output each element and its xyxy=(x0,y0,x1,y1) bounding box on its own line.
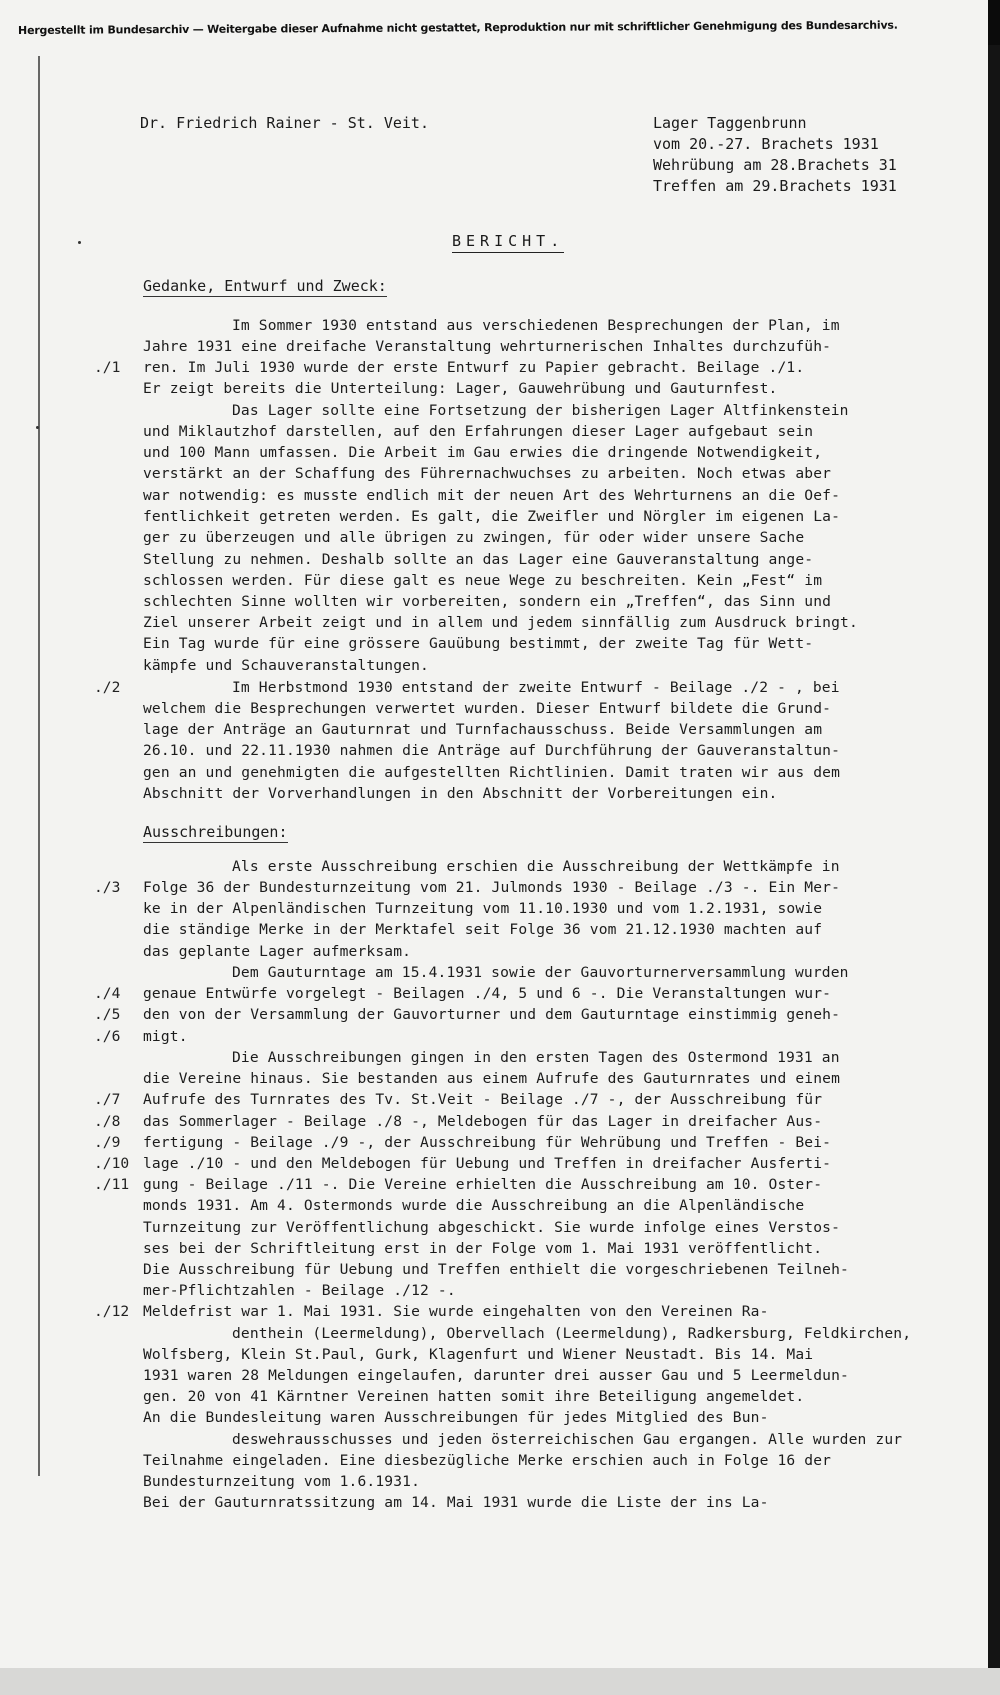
scan-speck xyxy=(36,426,39,429)
scan-edge xyxy=(988,45,1000,1695)
margin-reference: ./3 xyxy=(94,879,121,896)
text-line: welchem die Besprechungen verwertet wurden. Dieser Entwurf bildete die Grund- xyxy=(143,700,832,717)
section-heading-2: Ausschreibungen: xyxy=(143,823,288,841)
text-line: deswehrausschusses und jeden österreichischen Gau ergangen. Alle wurden zur xyxy=(232,1431,903,1448)
text-line: Die Ausschreibungen gingen in den ersten Tagen des Ostermond 1931 an xyxy=(232,1049,840,1066)
text-line: Stellung zu nehmen. Deshalb sollte an das Lager eine Gauveranstaltung ange- xyxy=(143,551,814,568)
text-line: ke in der Alpenländischen Turnzeitung vom 11.10.1930 und vom 1.2.1931, sowie xyxy=(143,900,823,917)
text-line: die ständige Merke in der Merktafel seit Folge 36 vom 21.12.1930 machten auf xyxy=(143,921,823,938)
text-line: denthein (Leermeldung), Obervellach (Leermeldung), Radkersburg, Feldkirchen, xyxy=(232,1325,912,1342)
text-line: die Vereine hinaus. Sie bestanden aus einem Aufrufe des Gauturnrates und einem xyxy=(143,1070,841,1087)
text-line: Ziel unserer Arbeit zeigt und in allem und jedem sinnfällig zum Ausdruck bringt. xyxy=(143,614,858,631)
report-title: BERICHT. xyxy=(452,232,564,253)
text-line: Das Lager sollte eine Fortsetzung der bisherigen Lager Altfinkenstein xyxy=(232,402,849,419)
margin-reference: ./12 xyxy=(94,1303,130,1320)
text-line: Abschnitt der Vorverhandlungen in den Abschnitt der Vorbereitungen ein. xyxy=(143,785,778,802)
text-line: Wolfsberg, Klein St.Paul, Gurk, Klagenfurt und Wiener Neustadt. Bis 14. Mai xyxy=(143,1346,814,1363)
text-line: monds 1931. Am 4. Ostermonds wurde die Ausschreibung an die Alpenländische xyxy=(143,1197,805,1214)
text-line: Folge 36 der Bundesturnzeitung vom 21. Julmonds 1930 - Beilage ./3 -. Ein Mer- xyxy=(143,879,841,896)
text-line: Er zeigt bereits die Unterteilung: Lager, Gauwehrübung und Gauturnfest. xyxy=(143,380,778,397)
text-line: ger zu überzeugen und alle übrigen zu zwingen, für oder wider unsere Sache xyxy=(143,529,805,546)
margin-reference: ./7 xyxy=(94,1091,121,1108)
margin-reference: ./10 xyxy=(94,1155,130,1172)
text-line: 26.10. und 22.11.1930 nahmen die Anträge auf Durchführung der Gauveranstaltun- xyxy=(143,742,841,759)
event-info-line: Treffen am 29.Brachets 1931 xyxy=(653,177,897,195)
margin-rule xyxy=(38,56,40,1476)
text-line: Im Sommer 1930 entstand aus verschiedenen Besprechungen der Plan, im xyxy=(232,317,840,334)
event-info xyxy=(653,113,897,197)
text-line: Aufrufe des Turnrates des Tv. St.Veit - Beilage ./7 -, der Ausschreibung für xyxy=(143,1091,823,1108)
text-line: und 100 Mann umfassen. Die Arbeit im Gau erwies die dringende Notwendigkeit, xyxy=(143,444,823,461)
archive-notice: Hergestellt im Bundesarchiv — Weitergabe dieser Aufnahme nicht gestattet, Reproduktion nur mit schriftlicher Genehmigung des Bundesarchivs. xyxy=(18,18,898,37)
text-line: das Sommerlager - Beilage ./8 -, Meldebogen für das Lager in dreifacher Aus- xyxy=(143,1113,823,1130)
text-line: ren. Im Juli 1930 wurde der erste Entwurf zu Papier gebracht. Beilage ./1. xyxy=(143,359,805,376)
text-line: Jahre 1931 eine dreifache Veranstaltung wehrturnerischen Inhaltes durchzufüh- xyxy=(143,338,832,355)
text-line: war notwendig: es musste endlich mit der neuen Art des Wehrturnens an die Oef- xyxy=(143,487,841,504)
text-line: An die Bundesleitung waren Ausschreibungen für jedes Mitglied des Bun- xyxy=(143,1409,769,1426)
text-line: das geplante Lager aufmerksam. xyxy=(143,943,412,960)
text-line: genaue Entwürfe vorgelegt - Beilagen ./4, 5 und 6 -. Die Veranstaltungen wur- xyxy=(143,985,832,1002)
text-line: lage der Anträge an Gauturnrat und Turnfachausschuss. Beide Versammlungen am xyxy=(143,721,823,738)
text-line: migt. xyxy=(143,1028,188,1045)
text-line: Als erste Ausschreibung erschien die Ausschreibung der Wettkämpfe in xyxy=(232,858,840,875)
text-line: verstärkt an der Schaffung des Führernachwuchses zu arbeiten. Noch etwas aber xyxy=(143,465,832,482)
text-line: und Miklautzhof darstellen, auf den Erfahrungen dieser Lager aufgebaut sein xyxy=(143,423,814,440)
scan-bottom-band xyxy=(0,1668,1000,1695)
margin-reference: ./4 xyxy=(94,985,121,1002)
margin-reference: ./8 xyxy=(94,1113,121,1130)
text-line: Die Ausschreibung für Uebung und Treffen enthielt die vorgeschriebenen Teilneh- xyxy=(143,1261,849,1278)
text-line: den von der Versammlung der Gauvorturner und dem Gauturntage einstimmig geneh- xyxy=(143,1006,841,1023)
margin-reference: ./6 xyxy=(94,1028,121,1045)
text-line: fertigung - Beilage ./9 -, der Ausschreibung für Wehrübung und Treffen - Bei- xyxy=(143,1134,832,1151)
margin-reference: ./2 xyxy=(94,679,121,696)
event-info-line: Lager Taggenbrunn xyxy=(653,114,807,132)
text-line: schlechten Sinne wollten wir vorbereiten, sondern ein „Treffen“, das Sinn und xyxy=(143,593,832,610)
margin-reference: ./9 xyxy=(94,1134,121,1151)
text-line: Bundesturnzeitung vom 1.6.1931. xyxy=(143,1473,421,1490)
text-line: Bei der Gauturnratssitzung am 14. Mai 1931 wurde die Liste der ins La- xyxy=(143,1494,769,1511)
text-line: fentlichkeit getreten werden. Es galt, die Zweifler und Nörgler im eigenen La- xyxy=(143,508,841,525)
margin-reference: ./11 xyxy=(94,1176,130,1193)
text-line: Im Herbstmond 1930 entstand der zweite Entwurf - Beilage ./2 - , bei xyxy=(232,679,840,696)
text-line: schlossen werden. Für diese galt es neue Wege zu beschreiten. Kein „Fest“ im xyxy=(143,572,823,589)
text-line: Ein Tag wurde für eine grössere Gauübung bestimmt, der zweite Tag für Wett- xyxy=(143,635,814,652)
text-line: kämpfe und Schauveranstaltungen. xyxy=(143,657,429,674)
event-info-line: Wehrübung am 28.Brachets 31 xyxy=(653,156,897,174)
text-line: ses bei der Schriftleitung erst in der Folge vom 1. Mai 1931 veröffentlicht. xyxy=(143,1240,823,1257)
text-line: Dem Gauturntage am 15.4.1931 sowie der Gauvorturnerversammlung wurden xyxy=(232,964,849,981)
text-line: mer-Pflichtzahlen - Beilage ./12 -. xyxy=(143,1282,456,1299)
section-heading-1: Gedanke, Entwurf und Zweck: xyxy=(143,277,387,295)
text-line: Meldefrist war 1. Mai 1931. Sie wurde eingehalten von den Vereinen Ra- xyxy=(143,1303,769,1320)
text-line: gen an und genehmigten die aufgestellten Richtlinien. Damit traten wir aus dem xyxy=(143,764,841,781)
author-line: Dr. Friedrich Rainer - St. Veit. xyxy=(140,114,429,132)
text-line: Teilnahme eingeladen. Eine diesbezügliche Merke erschien auch in Folge 16 der xyxy=(143,1452,832,1469)
margin-reference: ./1 xyxy=(94,359,121,376)
event-info-line: vom 20.-27. Brachets 1931 xyxy=(653,135,879,153)
text-line: 1931 waren 28 Meldungen eingelaufen, darunter drei ausser Gau und 5 Leermeldun- xyxy=(143,1367,849,1384)
text-line: Turnzeitung zur Veröffentlichung abgeschickt. Sie wurde infolge eines Verstos- xyxy=(143,1219,841,1236)
text-line: lage ./10 - und den Meldebogen für Uebung und Treffen in dreifacher Ausferti- xyxy=(143,1155,832,1172)
scan-speck xyxy=(78,241,81,244)
margin-reference: ./5 xyxy=(94,1006,121,1023)
text-line: gen. 20 von 41 Kärntner Vereinen hatten somit ihre Beteiligung angemeldet. xyxy=(143,1388,805,1405)
text-line: gung - Beilage ./11 -. Die Vereine erhielten die Ausschreibung am 10. Oster- xyxy=(143,1176,823,1193)
